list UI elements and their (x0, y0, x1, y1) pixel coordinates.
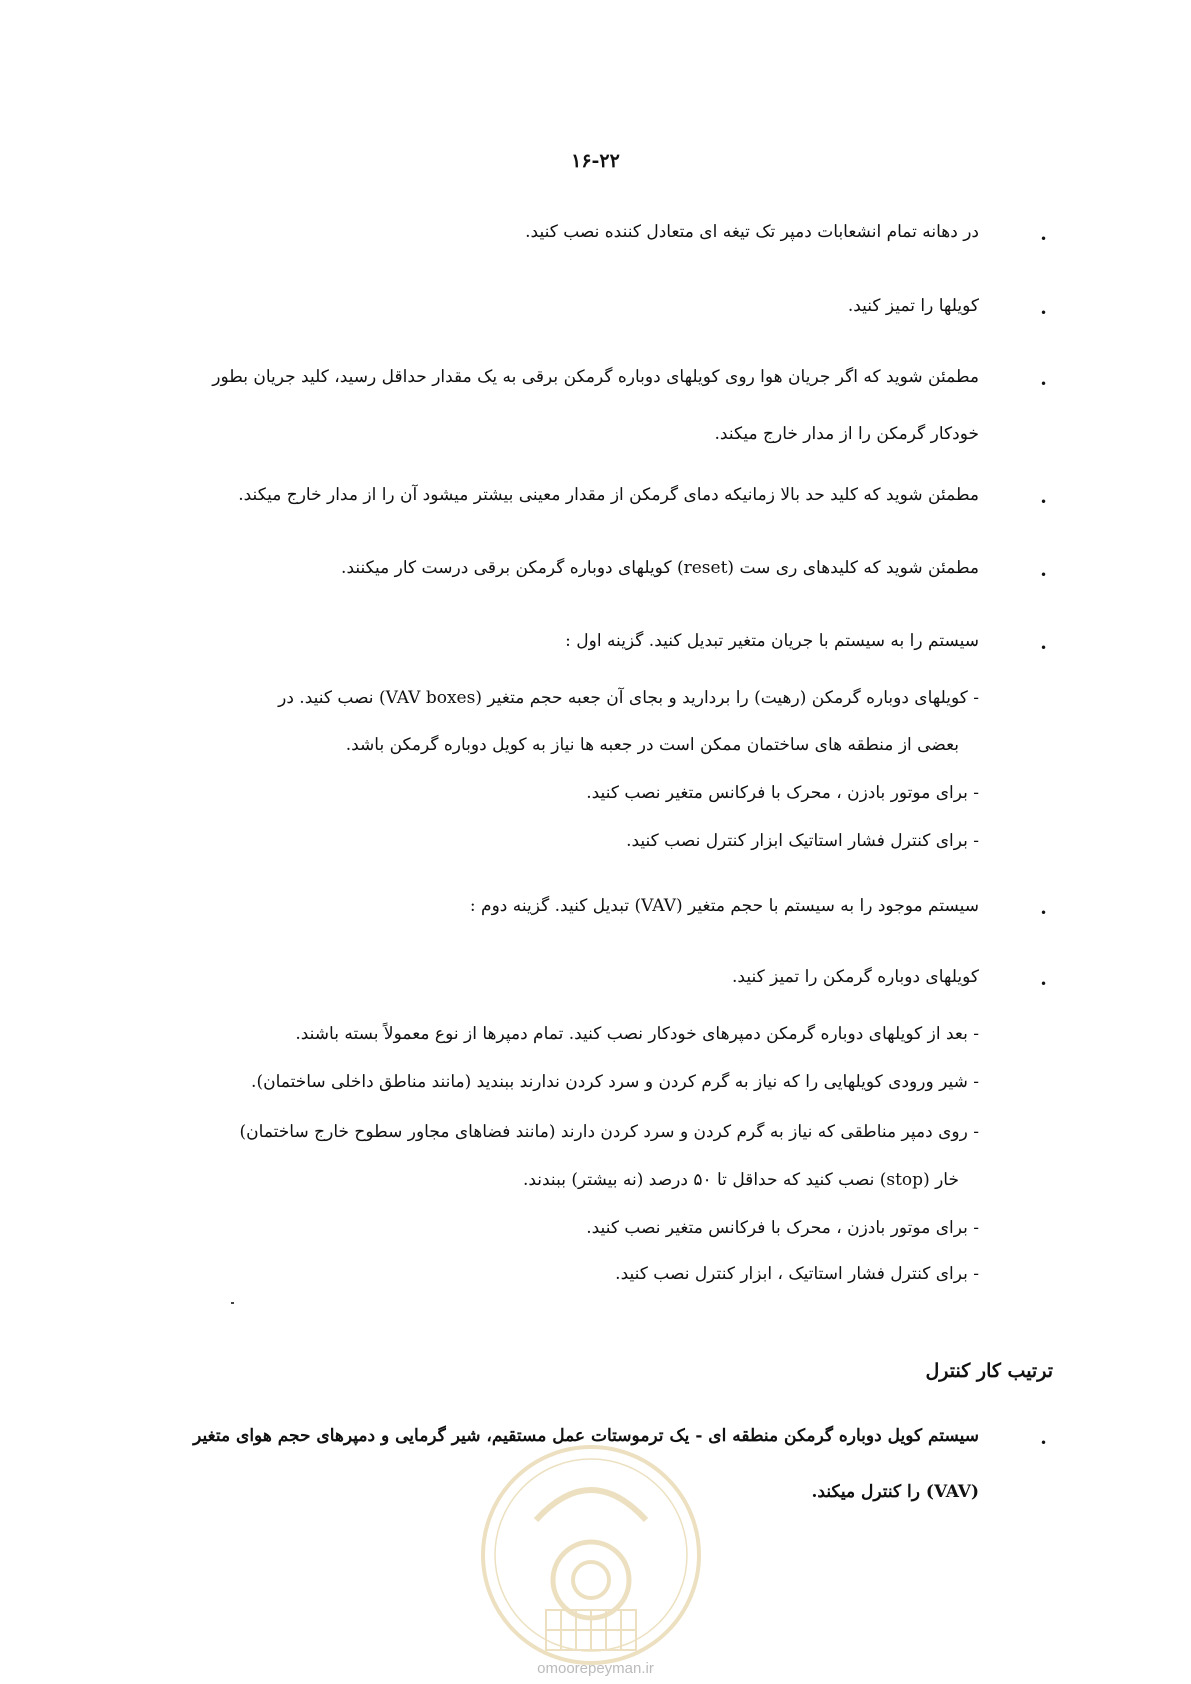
list-item: سیستم را به سیستم با جریان متغیر تبدیل کنید. گزینه اول : (565, 631, 979, 651)
bullet-icon: • (1040, 1436, 1048, 1450)
sub-item-continuation: بعضی از منطقه های ساختمان ممکن است در جعبه ها نیاز به کویل دوباره گرمکن باشد. (345, 735, 959, 755)
sub-item: - بعد از کویلهای دوباره گرمکن دمپرهای خودکار نصب کنید. تمام دمپرها از نوع معمولاً بسته باشند. (295, 1024, 979, 1044)
bullet-icon: • (1040, 306, 1048, 320)
list-item: کویلهای دوباره گرمکن را تمیز کنید. (732, 967, 979, 987)
stray-dot (231, 1302, 234, 1304)
bullet-icon: • (1040, 377, 1048, 391)
watermark-text: omoorepeyman.ir (537, 1660, 654, 1677)
sub-item: - برای کنترل فشار استاتیک ابزار کنترل نصب کنید. (626, 831, 979, 851)
bullet-icon: • (1040, 906, 1048, 920)
list-item: مطمئن شوید که اگر جریان هوا روی کویلهای دوباره گرمکن برقی به یک مقدار حداقل رسید، کلید جریان بطور (212, 367, 979, 387)
sub-item: - برای موتور بادزن ، محرک با فرکانس متغیر نصب کنید. (586, 783, 979, 803)
list-item: کویلها را تمیز کنید. (847, 296, 979, 316)
sub-item-continuation: خار (stop) نصب کنید که حداقل تا ۵۰ درصد (نه بیشتر) ببندند. (522, 1170, 959, 1190)
sub-item: - شیر ورودی کویلهایی را که نیاز به گرم کردن و سرد کردن ندارند ببندید (مانند مناطق داخلی ساختمان). (251, 1072, 979, 1092)
bullet-icon: • (1040, 977, 1048, 991)
control-item: سیستم کویل دوباره گرمکن منطقه ای - یک ترموستات عمل مستقیم، شیر گرمایی و دمپرهای حجم هوای متغیر (193, 1426, 979, 1446)
bullet-icon: • (1040, 232, 1048, 246)
list-item: سیستم موجود را به سیستم با حجم متغیر (VAV) تبدیل کنید. گزینه دوم : (469, 896, 979, 916)
list-item: در دهانه تمام انشعابات دمپر تک تیغه ای متعادل کننده نصب کنید. (525, 222, 979, 242)
control-item-continuation: (VAV) را کنترل میکند. (811, 1482, 979, 1502)
watermark-seal-icon (476, 1440, 706, 1670)
sub-item: - برای کنترل فشار استاتیک ، ابزار کنترل نصب کنید. (615, 1264, 979, 1284)
sub-item: - کویلهای دوباره گرمکن (رهیت) را بردارید و بجای آن جعبه حجم متغیر (VAV boxes) نصب کنید. در (278, 688, 979, 708)
bullet-icon: • (1040, 568, 1048, 582)
section-heading: ترتیب کار کنترل (925, 1360, 1053, 1382)
sub-item: - برای موتور بادزن ، محرک با فرکانس متغیر نصب کنید. (586, 1218, 979, 1238)
bullet-icon: • (1040, 495, 1048, 509)
page-number: ۱۶-۲۲ (571, 150, 620, 172)
bullet-icon: • (1040, 641, 1048, 655)
list-item: مطمئن شوید که کلیدهای ری ست (reset) کویلهای دوباره گرمکن برقی درست کار میکنند. (341, 558, 979, 578)
sub-item: - روی دمپر مناطقی که نیاز به گرم کردن و سرد کردن دارند (مانند فضاهای مجاور سطوح خارج ساختمان) (239, 1122, 979, 1142)
list-item: مطمئن شوید که کلید حد بالا زمانیکه دمای گرمکن از مقدار معینی بیشتر میشود آن را از مدار خارج میکند. (238, 485, 979, 505)
list-item-continuation: خودکار گرمکن را از مدار خارج میکند. (714, 424, 979, 444)
